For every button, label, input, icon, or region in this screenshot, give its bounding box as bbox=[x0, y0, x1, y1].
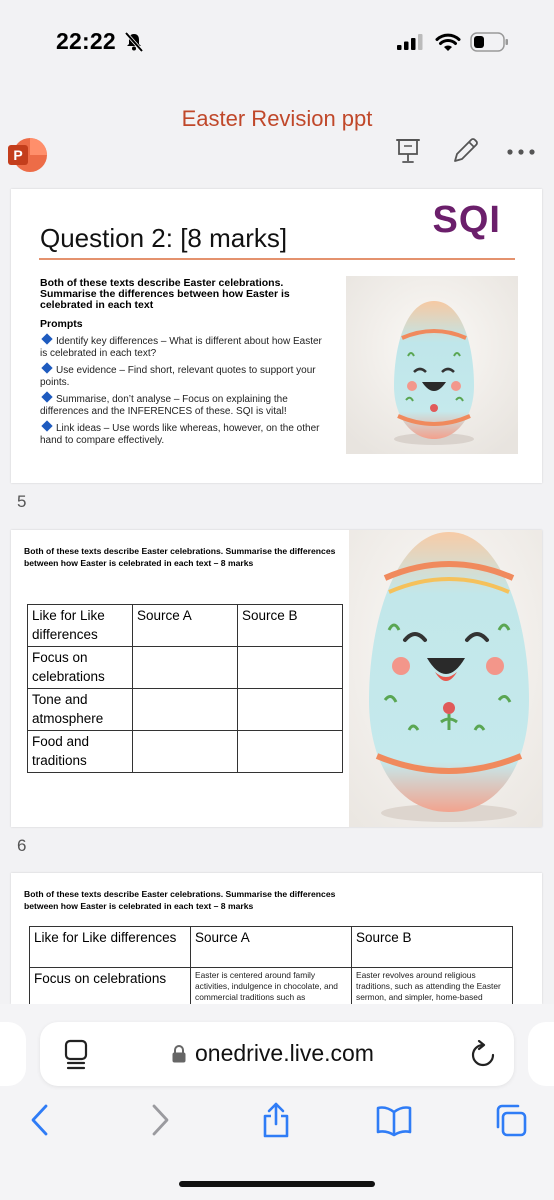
slide-title: Question 2: [8 marks] bbox=[40, 223, 288, 253]
url-text[interactable]: onedrive.live.com bbox=[195, 1040, 374, 1066]
table-row bbox=[30, 968, 513, 1005]
row-label: Focus on celebrations bbox=[30, 968, 191, 1005]
header-cell: Source A bbox=[133, 605, 238, 647]
source-a-cell: Easter is centered around family activities, indulgence in chocolate, and commercial traditions such as bbox=[191, 968, 352, 1005]
header-cell: Like for Like differences bbox=[30, 927, 191, 968]
prompts-heading: Prompts bbox=[40, 318, 83, 330]
table-row bbox=[28, 605, 343, 647]
header-cell: Source B bbox=[238, 605, 343, 647]
next-tab-preview[interactable] bbox=[528, 1022, 554, 1086]
empty-cell bbox=[133, 731, 238, 773]
empty-cell bbox=[133, 647, 238, 689]
title-divider bbox=[39, 258, 515, 260]
bookmarks-icon[interactable] bbox=[376, 1102, 412, 1138]
slide-thumbnail-5[interactable] bbox=[11, 530, 542, 827]
row-label: Tone and atmosphere bbox=[28, 689, 133, 731]
comparison-table bbox=[29, 926, 513, 1004]
row-label: Focus on celebrations bbox=[28, 647, 133, 689]
empty-cell bbox=[238, 731, 343, 773]
header-cell: Like for Like differences bbox=[28, 605, 133, 647]
home-indicator[interactable] bbox=[179, 1181, 375, 1187]
logo-letter: P bbox=[13, 147, 23, 163]
table-row bbox=[28, 647, 343, 689]
document-title: Easter Revision ppt bbox=[181, 106, 373, 131]
present-icon[interactable] bbox=[394, 137, 422, 165]
row-label: Food and traditions bbox=[28, 731, 133, 773]
slide-number: 5 bbox=[17, 492, 27, 511]
source-b-cell: Easter revolves around religious traditions, such as attending the Easter sermon, and simpler, home-based bbox=[352, 968, 513, 1005]
diamond-bullet-icon bbox=[41, 391, 52, 402]
cellular-signal-icon bbox=[397, 34, 423, 50]
diamond-bullet-icon bbox=[41, 420, 52, 431]
empty-cell bbox=[238, 689, 343, 731]
easter-egg-image bbox=[346, 276, 518, 454]
forward-icon[interactable] bbox=[148, 1102, 172, 1138]
question-text: Both of these texts describe Easter celebrations. Summarise the differences between how Easter is celebrated in each text bbox=[40, 277, 290, 311]
diamond-bullet-icon bbox=[41, 362, 52, 373]
slide-thumbnail-6[interactable] bbox=[11, 873, 542, 1004]
page-menu-icon[interactable] bbox=[64, 1039, 88, 1071]
muted-bell-icon bbox=[123, 31, 145, 53]
tabs-icon[interactable] bbox=[494, 1102, 528, 1138]
prompt-item: Identify key differences – What is different about how Easter is celebrated in each text? bbox=[40, 335, 322, 359]
edit-pen-icon[interactable] bbox=[451, 135, 481, 165]
header-cell: Source A bbox=[191, 927, 352, 968]
lock-icon bbox=[171, 1044, 187, 1064]
empty-cell bbox=[133, 689, 238, 731]
question-text: Both of these texts describe Easter celebrations. Summarise the differences between how Easter is celebrated in each text – 8 marks bbox=[24, 889, 336, 911]
question-text: Both of these texts describe Easter celebrations. Summarise the differences between how Easter is celebrated in each text – 8 marks bbox=[24, 546, 336, 568]
status-time: 22:22 bbox=[56, 28, 116, 54]
back-icon[interactable] bbox=[28, 1102, 52, 1138]
slide-number: 6 bbox=[17, 836, 27, 855]
diamond-bullet-icon bbox=[41, 333, 52, 344]
powerpoint-logo-icon[interactable] bbox=[6, 137, 48, 173]
sqi-badge: SQI bbox=[432, 199, 501, 241]
more-options-icon[interactable] bbox=[506, 148, 536, 156]
wifi-icon bbox=[435, 32, 461, 52]
header-cell: Source B bbox=[352, 927, 513, 968]
empty-cell bbox=[238, 647, 343, 689]
prompt-item: Link ideas – Use words like whereas, however, on the other hand to compare effectively. bbox=[40, 422, 322, 446]
reload-icon[interactable] bbox=[470, 1040, 496, 1068]
previous-tab-preview[interactable] bbox=[0, 1022, 26, 1086]
prompt-item: Use evidence – Find short, relevant quotes to support your points. bbox=[40, 364, 322, 388]
table-row bbox=[30, 927, 513, 968]
prompts-list bbox=[40, 335, 322, 451]
comparison-table bbox=[27, 604, 343, 773]
table-row bbox=[28, 731, 343, 773]
slide-thumbnail-4[interactable] bbox=[11, 189, 542, 483]
table-row bbox=[28, 689, 343, 731]
battery-icon bbox=[470, 31, 510, 53]
share-icon[interactable] bbox=[261, 1102, 291, 1138]
prompt-item: Summarise, don’t analyse – Focus on explaining the differences and the INFERENCES of these. SQI is vital! bbox=[40, 393, 322, 417]
easter-egg-image bbox=[349, 530, 542, 827]
